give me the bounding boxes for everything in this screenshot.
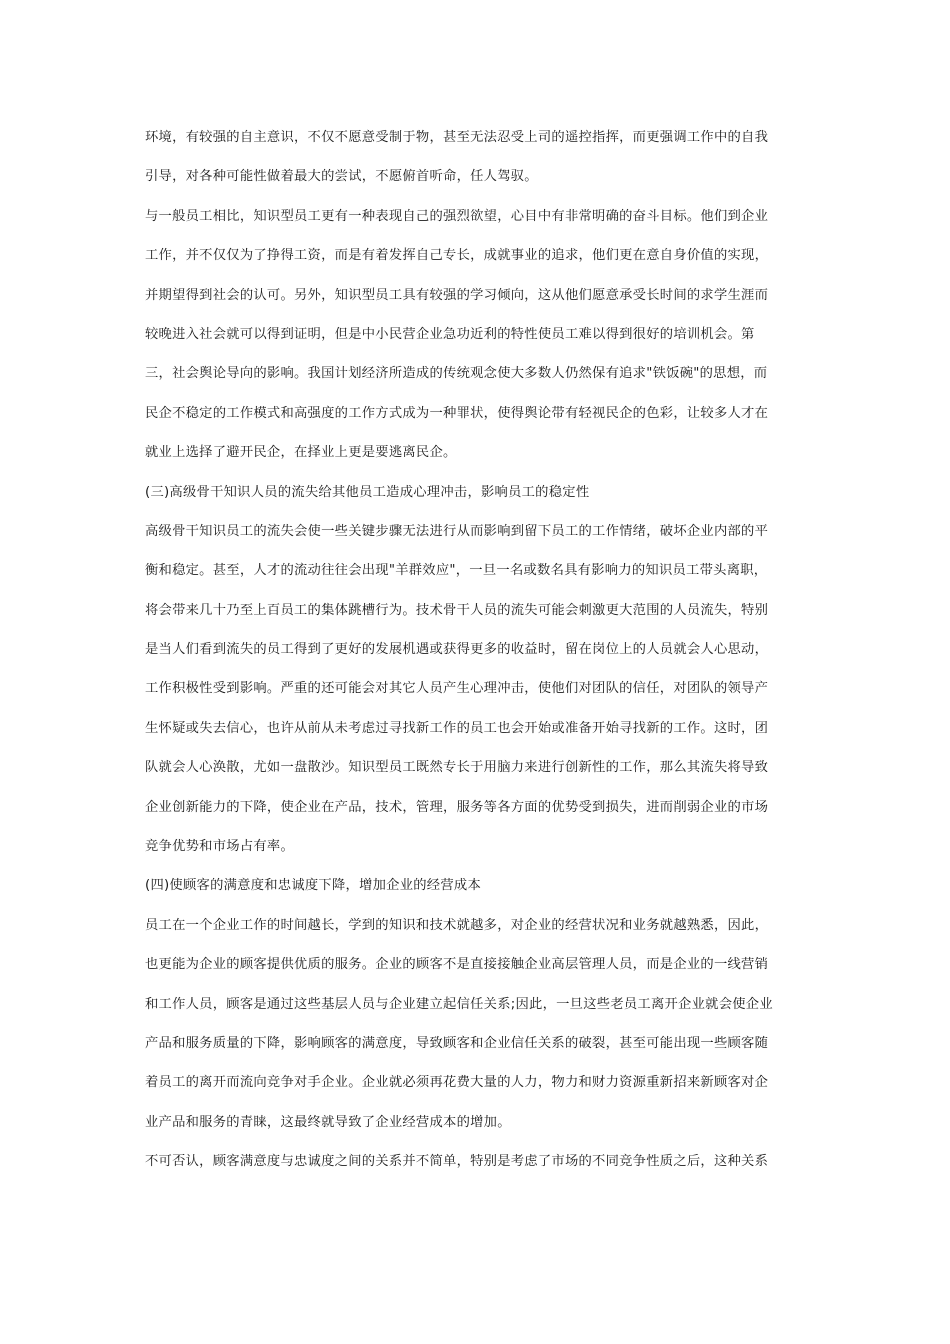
text-line: 就业上选择了避开民企，在择业上更是要逃离民企。 [145, 445, 457, 461]
text-line: 引导，对各种可能性做着最大的尝试，不愿俯首听命，任人驾驭。 [145, 169, 538, 185]
section-heading: (三)高级骨干知识人员的流失给其他员工造成心理冲击，影响员工的稳定性 [145, 484, 590, 500]
text-line: 三，社会舆论导向的影响。我国计划经济所造成的传统观念使大多数人仍然保有追求"铁饭碗"的思想，而 [145, 366, 768, 382]
text-line: 竞争优势和市场占有率。 [145, 839, 295, 855]
document-body [145, 118, 813, 1182]
text-line: 与一般员工相比，知识型员工更有一种表现自己的强烈欲望，心目中有非常明确的奋斗目标。他们到企业 [145, 208, 769, 224]
text-line: 队就会人心涣散，尤如一盘散沙。知识型员工既然专长于用脑力来进行创新性的工作，那么其流失将导致 [145, 760, 769, 776]
text-line: 衡和稳定。甚至，人才的流动往往会出现"羊群效应"，一旦一名或数名具有影响力的知识员工带头离职， [145, 563, 768, 579]
text-line: 工作，并不仅仅为了挣得工资，而是有着发挥自己专长，成就事业的追求，他们更在意自身价值的实现， [145, 248, 769, 264]
text-line: 着员工的离开而流向竞争对手企业。企业就必须再花费大量的人力，物力和财力资源重新招来新顾客对企 [145, 1075, 769, 1091]
section-heading: (四)使顾客的满意度和忠诚度下降，增加企业的经营成本 [145, 878, 481, 894]
text-line: 高级骨干知识员工的流失会使一些关键步骤无法进行从而影响到留下员工的工作情绪，破坏企业内部的平 [145, 523, 769, 539]
text-line: 也更能为企业的顾客提供优质的服务。企业的顾客不是直接接触企业高层管理人员，而是企业的一线营销 [145, 957, 769, 973]
text-line: 员工在一个企业工作的时间越长，学到的知识和技术就越多，对企业的经营状况和业务就越熟悉，因此， [145, 917, 769, 933]
text-line: 将会带来几十乃至上百员工的集体跳槽行为。技术骨干人员的流失可能会刺激更大范围的人员流失，特别 [145, 602, 769, 618]
text-line: 企业创新能力的下降，使企业在产品，技术，管理，服务等各方面的优势受到损失，进而削弱企业的市场 [145, 799, 769, 815]
text-line: 环境，有较强的自主意识，不仅不愿意受制于物，甚至无法忍受上司的遥控指挥，而更强调工作中的自我 [145, 130, 769, 145]
text-line: 生怀疑或失去信心，也许从前从未考虑过寻找新工作的员工也会开始或准备开始寻找新的工作。这时，团 [145, 720, 769, 736]
text-line: 产品和服务质量的下降，影响顾客的满意度，导致顾客和企业信任关系的破裂，甚至可能出现一些顾客随 [145, 1035, 769, 1051]
text-line: 业产品和服务的青睐，这最终就导致了企业经营成本的增加。 [145, 1114, 511, 1130]
text-line: 和工作人员，顾客是通过这些基层人员与企业建立起信任关系;因此，一旦这些老员工离开企业就会使企业 [145, 996, 773, 1012]
text-line: 民企不稳定的工作模式和高强度的工作方式成为一种罪状，使得舆论带有轻视民企的色彩，让较多人才在 [145, 405, 769, 421]
text-line: 并期望得到社会的认可。另外，知识型员工具有较强的学习倾向，这从他们愿意承受长时间的求学生涯而 [145, 287, 769, 303]
text-line: 较晚进入社会就可以得到证明，但是中小民营企业急功近利的特性使员工难以得到很好的培训机会。第 [145, 326, 755, 342]
text-line: 不可否认，顾客满意度与忠诚度之间的关系并不简单，特别是考虑了市场的不同竞争性质之后，这种关系 [145, 1154, 769, 1170]
text-line: 是当人们看到流失的员工得到了更好的发展机遇或获得更多的收益时，留在岗位上的人员就会人心思动， [145, 642, 769, 658]
text-line: 工作积极性受到影响。严重的还可能会对其它人员产生心理冲击，使他们对团队的信任，对团队的领导产 [145, 681, 769, 697]
